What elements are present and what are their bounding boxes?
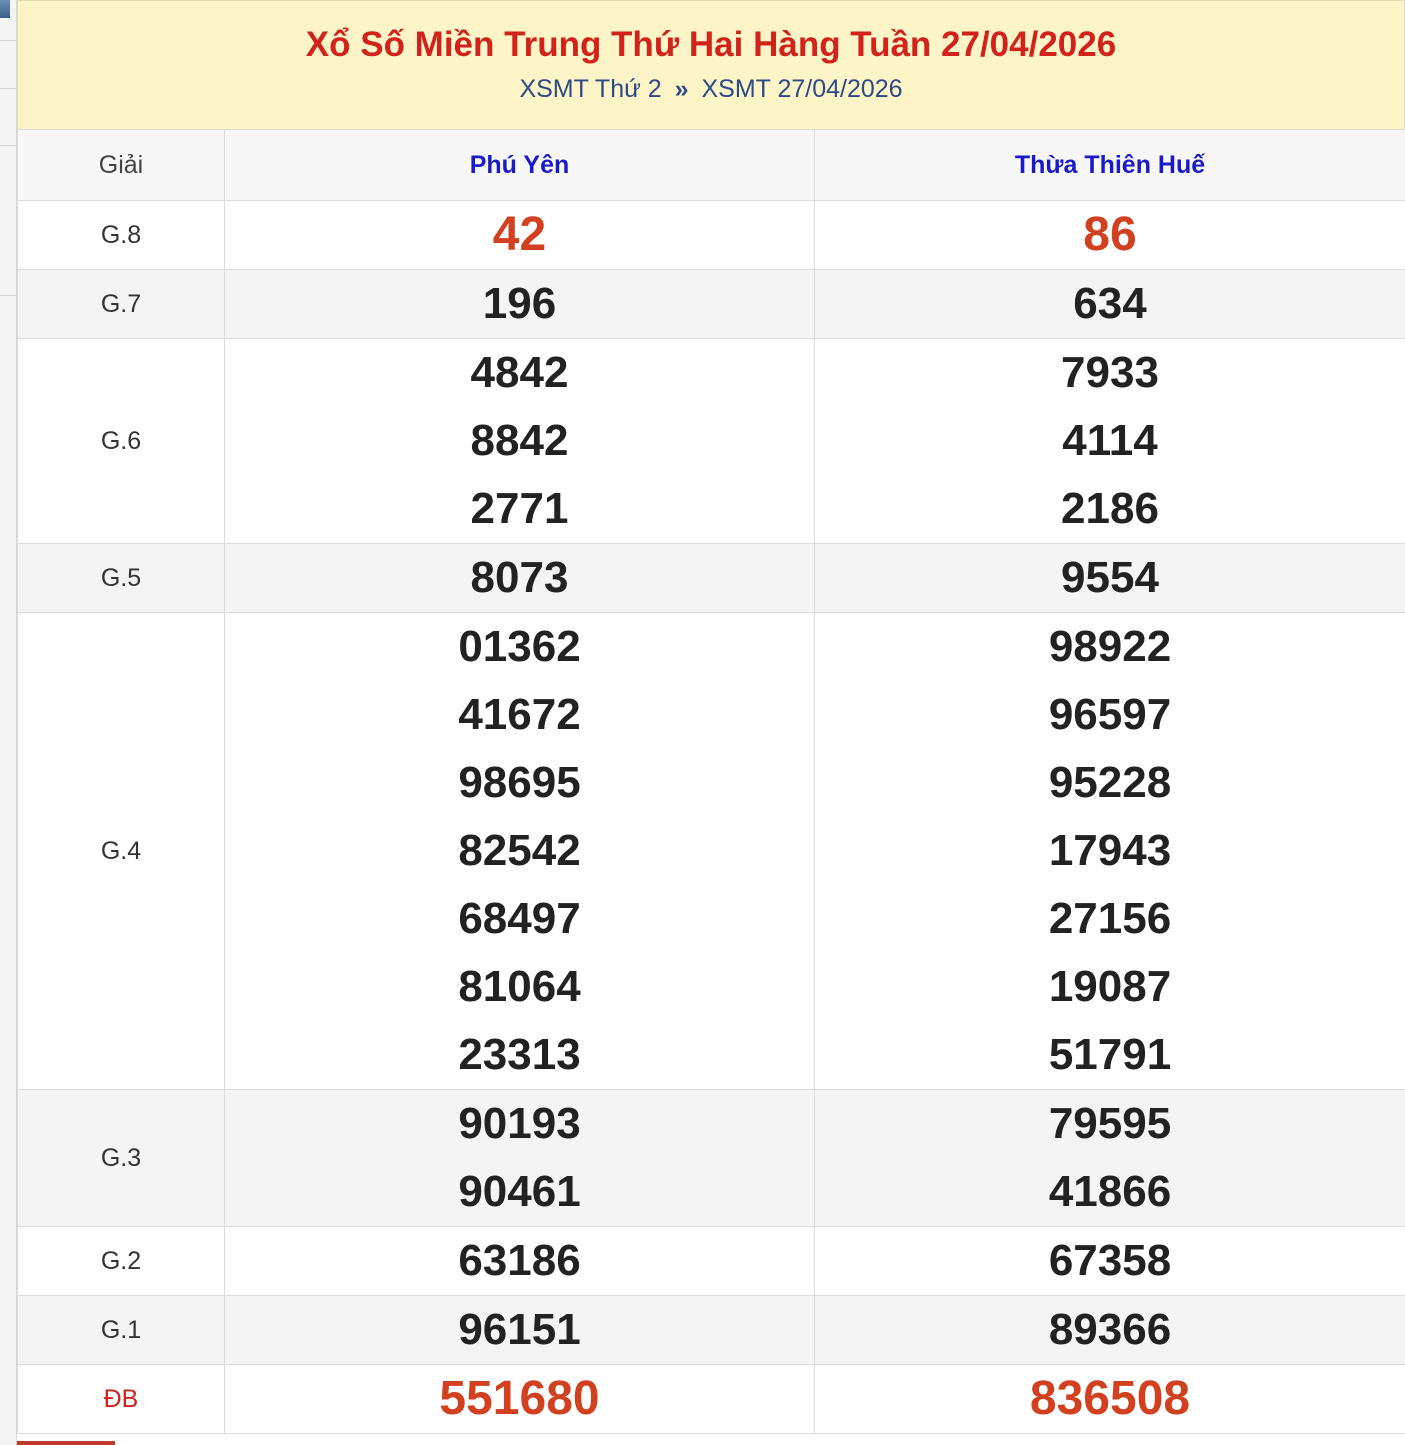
- prize-number: 01362: [458, 622, 581, 671]
- prize-number: 27156: [1048, 894, 1172, 943]
- prize-number: 8842: [470, 416, 569, 465]
- breadcrumb-link-xsmt-date[interactable]: XSMT 27/04/2026: [701, 75, 903, 103]
- prize-number: 836508: [1029, 1372, 1191, 1425]
- prize-label: G.7: [18, 270, 225, 339]
- prize-cell: [815, 1090, 1405, 1227]
- prize-cell: [815, 339, 1405, 544]
- lottery-results-panel: [17, 0, 1405, 1434]
- prize-label: G.6: [18, 339, 225, 544]
- prize-number: 98922: [1048, 622, 1172, 671]
- prize-cell: [815, 1227, 1405, 1296]
- prize-cell: [815, 613, 1405, 1090]
- table-row: [18, 1296, 1405, 1365]
- prize-number: 90193: [458, 1099, 581, 1148]
- window-thumbnail-icon: [0, 0, 10, 18]
- prize-number: 63186: [458, 1236, 581, 1285]
- prize-label: G.4: [18, 613, 225, 1090]
- prize-number: 4842: [470, 348, 569, 397]
- prize-cell: [225, 339, 815, 544]
- table-row: [18, 1090, 1405, 1227]
- prize-cell: [815, 1296, 1405, 1365]
- prize-cell: [815, 544, 1405, 613]
- table-row: [18, 544, 1405, 613]
- prize-label: G.8: [18, 201, 225, 270]
- prize-cell: [225, 1090, 815, 1227]
- results-table: [17, 129, 1405, 1434]
- breadcrumb-link-xsmt-thu-2[interactable]: XSMT Thứ 2: [519, 75, 662, 103]
- table-row: [18, 1365, 1405, 1434]
- left-edge-strip: [0, 0, 17, 1445]
- prize-number: 42: [492, 208, 547, 261]
- prize-cell: [225, 201, 815, 270]
- breadcrumb-separator: »: [674, 75, 689, 103]
- prize-number: 86: [1083, 208, 1137, 261]
- prize-number: 23313: [458, 1030, 581, 1079]
- table-row: [18, 1227, 1405, 1296]
- prize-cell: [225, 544, 815, 613]
- prize-number: 95228: [1048, 758, 1172, 807]
- table-header-row: [18, 130, 1405, 201]
- breadcrumb: [18, 74, 1404, 104]
- table-row: [18, 201, 1405, 270]
- prize-number: 19087: [1048, 962, 1172, 1011]
- prize-number: 98695: [458, 758, 581, 807]
- prize-number: 79595: [1048, 1099, 1172, 1148]
- prize-column-header: Giải: [18, 130, 225, 201]
- prize-number: 51791: [1048, 1030, 1172, 1079]
- prize-number: 551680: [439, 1372, 600, 1425]
- prize-number: 17943: [1048, 826, 1172, 875]
- prize-number: 196: [482, 279, 557, 328]
- prize-number: 8073: [470, 553, 569, 602]
- prize-number: 9554: [1061, 553, 1159, 602]
- prize-cell: [815, 270, 1405, 339]
- prize-cell: [225, 1296, 815, 1365]
- prize-cell: [225, 613, 815, 1090]
- prize-number: 96151: [458, 1305, 581, 1354]
- prize-number: 41672: [458, 690, 581, 739]
- prize-label: G.3: [18, 1090, 225, 1227]
- prize-label: G.2: [18, 1227, 225, 1296]
- prize-cell: [225, 1227, 815, 1296]
- prize-number: 96597: [1048, 690, 1172, 739]
- prize-number: 634: [1073, 279, 1147, 328]
- table-row: [18, 613, 1405, 1090]
- prize-number: 68497: [458, 894, 581, 943]
- prize-cell: [815, 201, 1405, 270]
- province-header-phu-yen[interactable]: Phú Yên: [225, 130, 815, 201]
- prize-number: 41866: [1048, 1167, 1172, 1216]
- prize-number: 67358: [1048, 1236, 1172, 1285]
- province-header-thua-thien-hue[interactable]: Thừa Thiên Huế: [815, 130, 1405, 201]
- prize-cell: [225, 1365, 815, 1434]
- prize-number: 81064: [458, 962, 581, 1011]
- table-row: [18, 270, 1405, 339]
- prize-cell: [225, 270, 815, 339]
- prize-cell: [815, 1365, 1405, 1434]
- bottom-accent-bar: [17, 1441, 115, 1445]
- results-header: [17, 0, 1405, 129]
- prize-number: 7933: [1061, 348, 1159, 397]
- prize-number: 89366: [1048, 1305, 1172, 1354]
- prize-number: 4114: [1062, 416, 1158, 465]
- prize-number: 82542: [458, 826, 581, 875]
- prize-label: ĐB: [18, 1365, 225, 1434]
- prize-number: 2771: [470, 484, 569, 533]
- prize-number: 2186: [1061, 484, 1159, 533]
- table-row: [18, 339, 1405, 544]
- prize-label: G.5: [18, 544, 225, 613]
- prize-label: G.1: [18, 1296, 225, 1365]
- page-title: Xổ Số Miền Trung Thứ Hai Hàng Tuần 27/04/2026: [305, 25, 1117, 64]
- prize-number: 90461: [458, 1167, 581, 1216]
